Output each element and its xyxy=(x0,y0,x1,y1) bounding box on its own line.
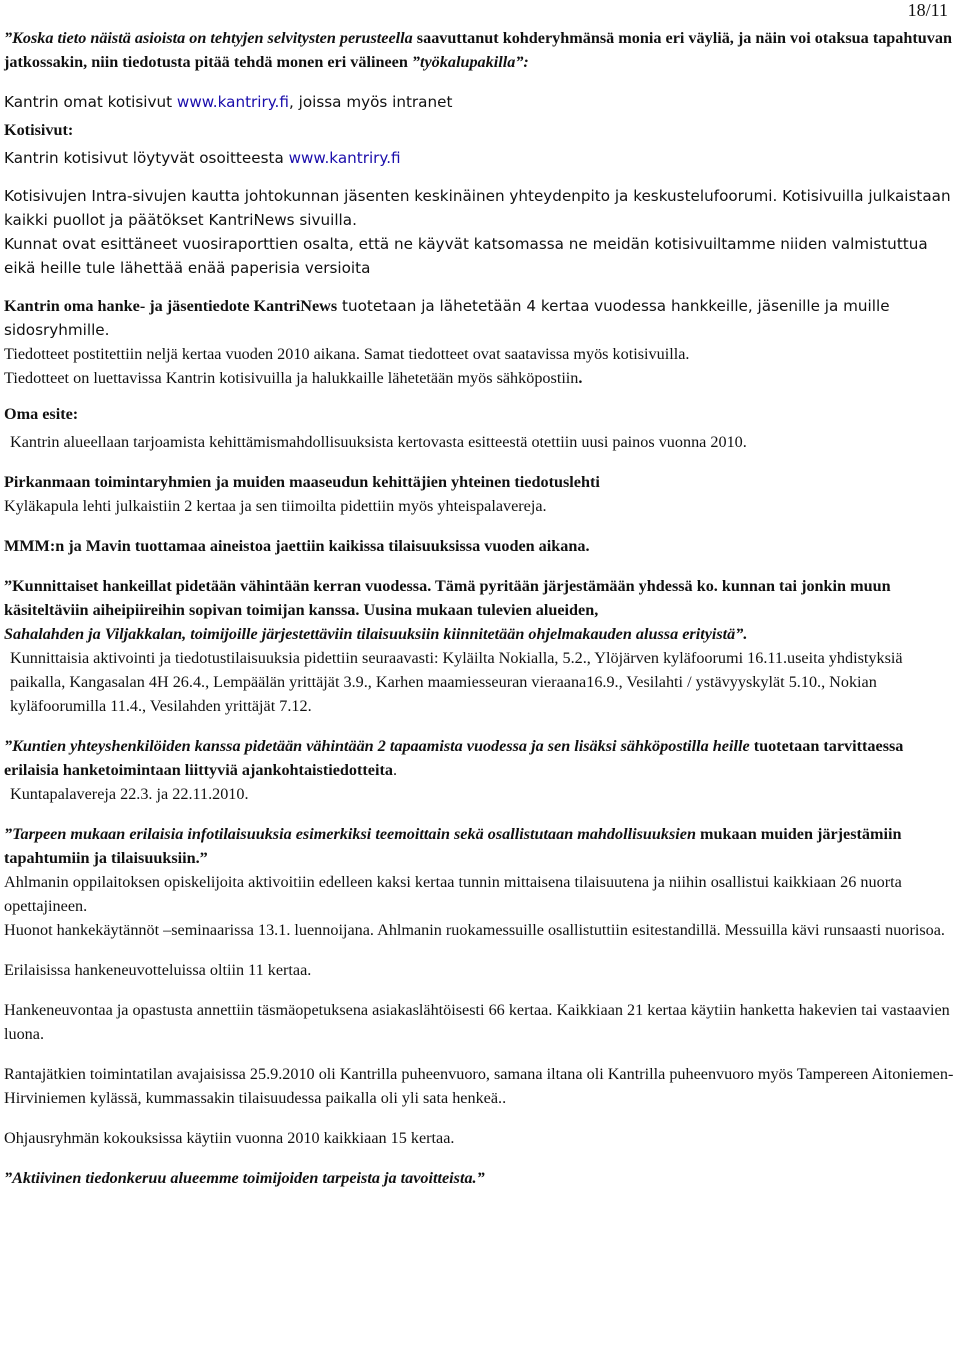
contacts-quote-italic: ”Kuntien yhteyshenkilöiden kanssa pidetään vähintään 2 tapaamista vuodessa ja sen lisäksi sähköpostilla heille xyxy=(4,737,750,755)
intranet-paragraph: Kotisivujen Intra-sivujen kautta johtokunnan jäsenten keskinäinen yhteydenpito ja keskustelufoorumi. Kotisivuilla julkaistaan kaikki puollot ja päätökset KantriNews sivuilla. xyxy=(4,187,951,229)
newsletter-heading: Pirkanmaan toimintaryhmien ja muiden maaseudun kehittäjien yhteinen tiedotuslehti xyxy=(4,473,600,491)
reports-paragraph: Kunnat ovat esittäneet vuosiraporttien osalta, että ne käyvät katsomassa ne meidän kotisivuiltamme niiden valmistuttua eikä heille tule lähettää enää paperisia versioita xyxy=(4,235,928,277)
kantrinews-email-end: . xyxy=(578,369,583,387)
kantri-link-1[interactable]: www.kantriry.fi xyxy=(176,93,289,111)
kantrinews-posted: Tiedotteet postitettiin neljä kertaa vuoden 2010 aikana. Samat tiedotteet ovat saatavissa myös kotisivuilla. xyxy=(4,345,690,363)
contacts-quote-end: . xyxy=(392,761,397,779)
ahlman-paragraph: Ahlmanin oppilaitoksen opiskelijoita aktivoitiin edelleen kaksi kertaa tunnin mittaisena tilaisuutena ja niihin osallistui kaikkiaan 26 nuorta opettajineen. xyxy=(4,873,902,915)
contacts-quote-bold: tuotetaan tarvittaessa erilaisia hanketoimintaan liittyviä ajankohtaistiedotteita xyxy=(4,737,904,779)
brochure-text: Kantrin alueellaan tarjoamista kehittämismahdollisuuksista kertovasta esitteestä otettiin uusi painos vuonna 2010. xyxy=(10,433,747,451)
contacts-quote xyxy=(4,734,956,782)
intro-lead: ”Koska tieto näistä asioista on tehtyjen selvitysten perusteella xyxy=(4,29,413,47)
contacts-text: Kuntapalavereja 22.3. ja 22.11.2010. xyxy=(10,785,249,803)
brochure-heading: Oma esite: xyxy=(4,405,79,423)
kantrinews-rest: tuotetaan ja lähetetään 4 kertaa vuodessa hankkeille, jäsenille ja muille sidosryhmille. xyxy=(4,297,890,339)
web-line-1-post: , joissa myös intranet xyxy=(288,93,453,111)
page-number: 18/11 xyxy=(907,0,948,20)
mmm-paragraph: MMM:n ja Mavin tuottamaa aineistoa jaettiin kaikissa tilaisuuksissa vuoden aikana. xyxy=(4,537,590,555)
events-text: Kunnittaisia aktivointi ja tiedotustilaisuuksia pidettiin seuraavasti: Kyläilta Nokialla, 5.2., Ylöjärven kyläfoorumi 16.11.useita yhdistyksiä paikalla, Kangasalan 4H 26.4., Lempäälän yrittäjät 3.9., Karhen maamiesseuran vieraana16.9., Vesilahti / ystävyyskylät 5.10., Nokian kyläfoorumilla 11.4., Vesilahden yrittäjät 7.12. xyxy=(10,649,903,715)
events-quote-italic: Sahalahden ja Viljakkalan, toimijoille järjestettäviin tilaisuuksiin kiinnitetään ohjelmakauden alussa erityistä”. xyxy=(4,625,748,643)
kantrinews-paragraph xyxy=(4,294,956,342)
web-line-2-text: Kantrin kotisivut löytyvät osoitteesta xyxy=(4,149,289,167)
events-quote xyxy=(4,574,956,646)
web-line-1 xyxy=(4,90,956,114)
info-quote-italic: ”Tarpeen mukaan erilaisia infotilaisuuksia esimerkiksi teemoittain sekä osallistutaan mahdollisuuksien xyxy=(4,825,696,843)
kantrinews-email xyxy=(4,366,956,390)
rantajatkat-paragraph: Rantajätkien toimintatilan avajaisissa 25.9.2010 oli Kantrilla puheenvuoro, samana iltana oli Kantrilla puheenvuoro myös Tampereen Aitoniemen- Hirviniemen kylässä, kummassakin tilaisuudessa paikalla oli yli sata henkeä.. xyxy=(4,1065,954,1107)
web-line-1-text: Kantrin omat kotisivut xyxy=(4,93,177,111)
events-quote-bold: ”Kunnittaiset hankeillat pidetään vähintään kerran vuodessa. Tämä pyritään järjestämään yhdessä ko. kunnan tai jonkin muun käsiteltäviin aiheipiireihin sopivan toimijan kanssa. Uusina mukaan tulevien alueiden, xyxy=(4,577,891,619)
info-quote xyxy=(4,822,956,870)
intro-rest: saavuttanut kohderyhmänsä monia eri väyliä, ja näin voi otaksua tapahtuvan jatkossakin, niin tiedotusta pitää tehdä monen eri välineen xyxy=(4,29,952,71)
web-heading: Kotisivut: xyxy=(4,121,74,139)
intro-tail: ”työkalupakilla”: xyxy=(407,53,529,71)
closing-quote: ”Aktiivinen tiedonkeruu alueemme toimijoiden tarpeista ja tavoitteista.” xyxy=(4,1169,485,1187)
steering-group-paragraph: Ohjausryhmän kokouksissa käytiin vuonna 2010 kaikkiaan 15 kertaa. xyxy=(4,1129,455,1147)
seminar-paragraph: Huonot hankekäytännöt –seminaarissa 13.1. luennoijana. Ahlmanin ruokamessuille osallistuttiin esitestandillä. Messuilla kävi runsaasti nuorisoa. xyxy=(4,921,945,939)
intro-paragraph xyxy=(4,26,956,74)
web-line-2 xyxy=(4,146,956,170)
newsletter-text: Kyläkapula lehti julkaistiin 2 kertaa ja sen tiimoilta pidettiin myös yhteispalavereja. xyxy=(4,497,547,515)
document-body xyxy=(4,26,956,1190)
advice-paragraph: Hankeneuvontaa ja opastusta annettiin täsmäopetuksena asiakaslähtöisesti 66 kertaa. Kaikkiaan 21 kertaa käytiin hanketta hakevien tai vastaavien luona. xyxy=(4,1001,950,1043)
info-quote-bold: mukaan muiden järjestämiin tapahtumiin ja tilaisuuksiin.” xyxy=(4,825,902,867)
kantrinews-lead: Kantrin oma hanke- ja jäsentiedote KantriNews xyxy=(4,297,338,315)
negotiations-paragraph: Erilaisissa hankeneuvotteluissa oltiin 11 kertaa. xyxy=(4,961,312,979)
kantrinews-email-text: Tiedotteet on luettavissa Kantrin kotisivuilla ja halukkaille lähetetään myös sähköpostiin xyxy=(4,369,579,387)
kantri-link-2[interactable]: www.kantriry.fi xyxy=(288,149,401,167)
